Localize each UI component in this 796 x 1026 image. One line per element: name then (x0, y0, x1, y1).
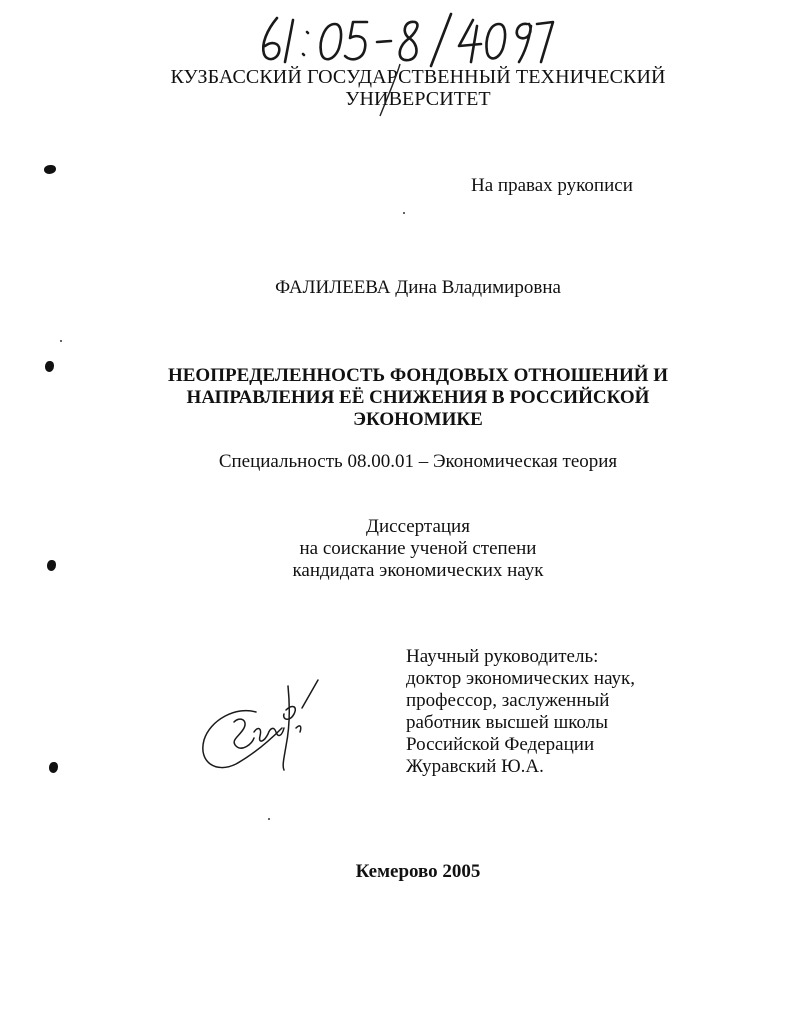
author-name: ФАЛИЛЕЕВА Дина Владимировна (275, 277, 561, 298)
binding-punch-mark (49, 762, 58, 773)
advisor-label: Научный руководитель: (406, 646, 599, 667)
scan-speck (60, 340, 62, 342)
advisor-title: профессор, заслуженный (406, 690, 610, 711)
advisor-name: Журавский Ю.А. (406, 756, 544, 777)
city-year: Кемерово 2005 (355, 861, 481, 882)
university-name-line2: УНИВЕРСИТЕТ (345, 88, 491, 110)
scan-speck (268, 818, 270, 820)
manuscript-rights-note: На правах рукописи (471, 175, 633, 196)
advisor-honor: работник высшей школы (406, 712, 609, 733)
advisor-degree: доктор экономических наук, (406, 668, 636, 689)
handwritten-signature (196, 666, 326, 776)
pen-stroke-mark (370, 60, 410, 120)
degree-name: кандидата экономических наук (292, 560, 544, 581)
dissertation-title-line1: НЕОПРЕДЕЛЕННОСТЬ ФОНДОВЫХ ОТНОШЕНИЙ И (167, 365, 669, 386)
dissertation-title-line2: НАПРАВЛЕНИЯ ЕЁ СНИЖЕНИЯ В РОССИЙСКОЙ (186, 387, 650, 408)
advisor-honor-country: Российской Федерации (406, 734, 595, 755)
archive-code-text (255, 8, 555, 59)
dissertation-title-line3: ЭКОНОМИКЕ (353, 409, 483, 430)
scan-speck (403, 212, 405, 214)
university-name-line1: КУЗБАССКИЙ ГОСУДАРСТВЕННЫЙ ТЕХНИЧЕСКИЙ (170, 66, 666, 88)
binding-punch-mark (44, 165, 56, 174)
dissertation-type: Диссертация (366, 516, 470, 537)
degree-purpose: на соискание ученой степени (299, 538, 537, 559)
specialty: Специальность 08.00.01 – Экономическая теория (218, 451, 618, 472)
